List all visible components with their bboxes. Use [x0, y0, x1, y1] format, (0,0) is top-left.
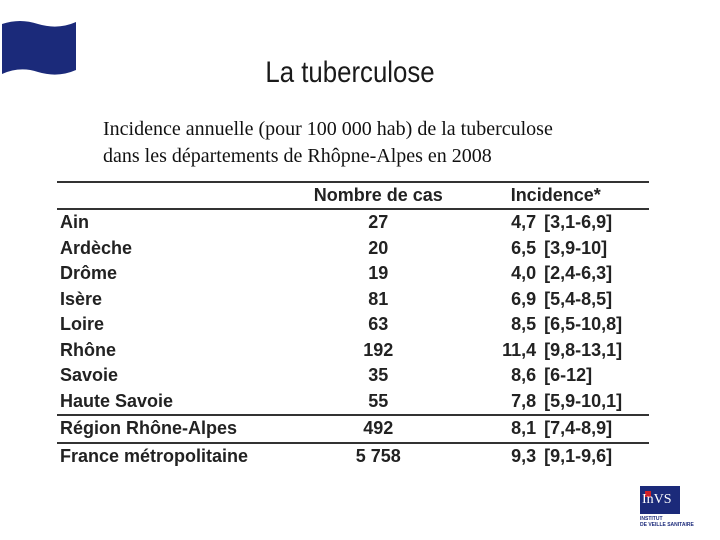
row-cas: 20 [368, 237, 389, 258]
row-ci: [6-12] [544, 365, 593, 386]
row-name: Région Rhône-Alpes [60, 418, 238, 439]
row-name: Rhône [60, 339, 116, 360]
logo-subtitle [640, 516, 694, 528]
row-cas: 492 [363, 418, 394, 439]
table-row [57, 287, 649, 313]
row-ci: [5,4-8,5] [544, 288, 613, 309]
row-incidence: 6,5 [511, 237, 537, 258]
table-row [57, 209, 649, 236]
row-cas: 27 [368, 212, 389, 233]
row-ci: [5,9-10,1] [544, 390, 623, 411]
row-incidence: 6,9 [511, 288, 537, 309]
row-incidence: 8,6 [511, 365, 537, 386]
row-name: Savoie [60, 365, 119, 386]
subtitle [103, 116, 703, 170]
row-name: Ardèche [60, 237, 133, 258]
table-row-france [57, 443, 649, 470]
row-incidence: 8,5 [511, 314, 537, 335]
table-row [57, 389, 649, 416]
table-row [57, 338, 649, 364]
page-title: La tuberculose [265, 56, 435, 89]
header-cas: Nombre de cas [313, 185, 443, 205]
row-ci: [3,1-6,9] [544, 212, 613, 233]
row-incidence: 4,0 [511, 263, 537, 284]
row-cas: 192 [363, 339, 394, 360]
table-row [57, 236, 649, 262]
table-row [57, 363, 649, 389]
row-incidence: 8,1 [511, 418, 537, 439]
logo-sub-line-1: INSTITUT [640, 516, 663, 522]
logo-text: InVS [642, 492, 672, 507]
row-name: Isère [60, 288, 103, 309]
subtitle-line-2: dans les départements de Rhôpne-Alpes en 2008 [103, 145, 492, 167]
row-name: Haute Savoie [60, 390, 174, 411]
row-incidence: 9,3 [511, 445, 537, 466]
row-cas: 5 758 [355, 445, 401, 466]
logo-mark [640, 486, 680, 514]
incidence-table [57, 181, 649, 469]
row-name: Loire [60, 314, 105, 335]
row-cas: 55 [368, 390, 389, 411]
row-name: Ain [60, 212, 89, 233]
row-incidence: 11,4 [502, 339, 537, 360]
table-row [57, 312, 649, 338]
row-name: Drôme [60, 263, 118, 284]
table-header-row [57, 182, 649, 209]
row-cas: 63 [368, 314, 389, 335]
table-row [57, 261, 649, 287]
row-ci: [7,4-8,9] [544, 418, 613, 439]
header-name [57, 182, 294, 209]
header-incidence: Incidence* [510, 185, 601, 205]
row-ci: [2,4-6,3] [544, 263, 613, 284]
row-ci: [9,8-13,1] [544, 339, 623, 360]
invs-logo [640, 486, 706, 530]
row-incidence: 4,7 [511, 212, 537, 233]
logo-sub-line-2: DE VEILLE SANITAIRE [640, 522, 694, 528]
row-ci: [9,1-9,6] [544, 445, 613, 466]
row-name: France métropolitaine [60, 445, 249, 466]
table-row-region [57, 415, 649, 443]
row-cas: 35 [368, 365, 389, 386]
row-cas: 81 [368, 288, 389, 309]
subtitle-line-1: Incidence annuelle (pour 100 000 hab) de la tuberculose [103, 118, 553, 140]
row-incidence: 7,8 [511, 390, 537, 411]
row-ci: [3,9-10] [544, 237, 608, 258]
row-ci: [6,5-10,8] [544, 314, 623, 335]
row-cas: 19 [368, 263, 389, 284]
